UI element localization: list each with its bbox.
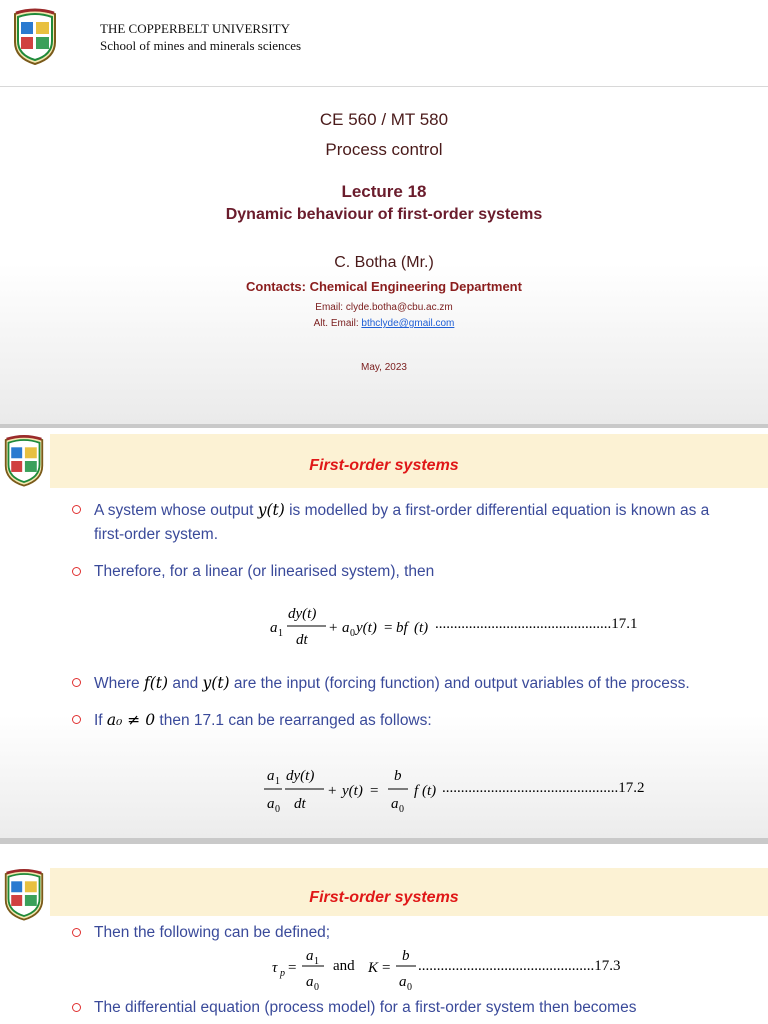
alt-email-link[interactable]: bthclyde@gmail.com [361,318,455,329]
equation-17-2 [264,764,704,820]
svg-text:0: 0 [275,804,280,815]
bullet-text: The differential equation (process model) for a first-order system then becomes [94,999,637,1016]
svg-text:(t): (t) [414,620,429,636]
alt-email-label: Alt. Email: [313,318,362,329]
bullet-circle-icon [72,678,81,687]
equation-17-1 [270,604,700,654]
university-header [100,20,301,54]
bullet-text: A system whose output y(t) is modelled by a first-order differential equation is known as a first-order system. [94,501,710,543]
bullet-item [72,498,732,546]
bullet-text: Where f(t) and y(t) are the input (forcing function) and output variables of the process. [94,674,690,692]
equation-17-3 [270,946,690,996]
svg-text:=: = [288,960,297,976]
content-slide-2 [0,848,768,1024]
svg-text:0: 0 [314,982,319,993]
svg-text:a: a [267,796,275,812]
svg-text:dt: dt [294,796,306,812]
school-name: School of mines and minerals sciences [100,38,302,53]
svg-text:a: a [399,974,407,990]
svg-text:0: 0 [350,628,355,639]
bullet-circle-icon [72,567,81,576]
svg-text:(t): (t) [422,783,437,799]
title-slide [0,0,768,425]
equation-tag: ...............................................17.2 [442,780,645,796]
equation-tag: ...............................................17.3 [418,958,621,974]
svg-text:dy(t): dy(t) [288,606,317,622]
svg-text:a: a [391,796,399,812]
svg-text:τ: τ [272,960,278,976]
content-slide-1 [0,428,768,838]
svg-text:+: + [328,783,337,799]
svg-text:y(t): y(t) [356,620,377,636]
bullet-circle-icon [72,928,81,937]
bullet-item [72,671,732,695]
svg-text:=: = [384,620,393,636]
svg-text:1: 1 [314,956,319,967]
svg-text:+: + [329,620,338,636]
svg-text:a: a [306,948,314,964]
date-line: May, 2023 [361,362,407,373]
svg-text:K: K [368,960,379,976]
bullet-item [72,921,732,945]
svg-text:=: = [370,783,379,799]
svg-text:bf: bf [396,620,408,636]
svg-text:p: p [280,968,285,979]
alt-email-line [0,318,768,329]
email-line: Email: clyde.botha@cbu.ac.zm [315,302,453,313]
bullet-circle-icon [72,505,81,514]
course-code: CE 560 / MT 580 [319,110,449,129]
equation-and-word: and [333,958,355,974]
university-crest-icon [12,8,58,66]
svg-text:1: 1 [275,776,280,787]
svg-text:0: 0 [399,804,404,815]
svg-text:a: a [306,974,314,990]
svg-text:b: b [402,948,410,964]
author-name: C. Botha (Mr.) [334,254,434,271]
svg-text:a: a [267,768,275,784]
bullet-circle-icon [72,1003,81,1012]
university-name: THE COPPERBELT UNIVERSITY [100,21,290,36]
bullet-text: If a₀ ≠ 0 then 17.1 can be rearranged as follows: [94,711,432,729]
bullet-item [72,996,732,1020]
slide-divider [0,838,768,844]
contacts-line: Contacts: Chemical Engineering Department [246,279,522,294]
svg-text:dt: dt [296,632,308,648]
svg-text:dy(t): dy(t) [286,768,315,784]
slide-title: First-order systems [309,889,459,906]
bullet-text: Then the following can be defined; [94,924,331,941]
svg-text:b: b [394,768,402,784]
svg-text:a: a [270,620,278,636]
slide-title: First-order systems [309,457,459,474]
bullet-item [72,560,732,584]
svg-text:f: f [414,783,419,799]
svg-text:=: = [382,960,391,976]
svg-text:1: 1 [278,628,283,639]
lecture-number: Lecture 18 [341,182,427,201]
svg-text:0: 0 [407,982,412,993]
lecture-topic: Dynamic behaviour of first-order systems [225,206,543,223]
svg-text:a: a [342,620,350,636]
svg-text:y(t): y(t) [342,783,363,799]
bullet-item [72,708,732,732]
bullet-circle-icon [72,715,81,724]
equation-tag: ...............................................17.1 [435,616,638,632]
header-rule [0,86,768,87]
course-subject: Process control [325,140,443,159]
bullet-text: Therefore, for a linear (or linearised system), then [94,563,435,580]
